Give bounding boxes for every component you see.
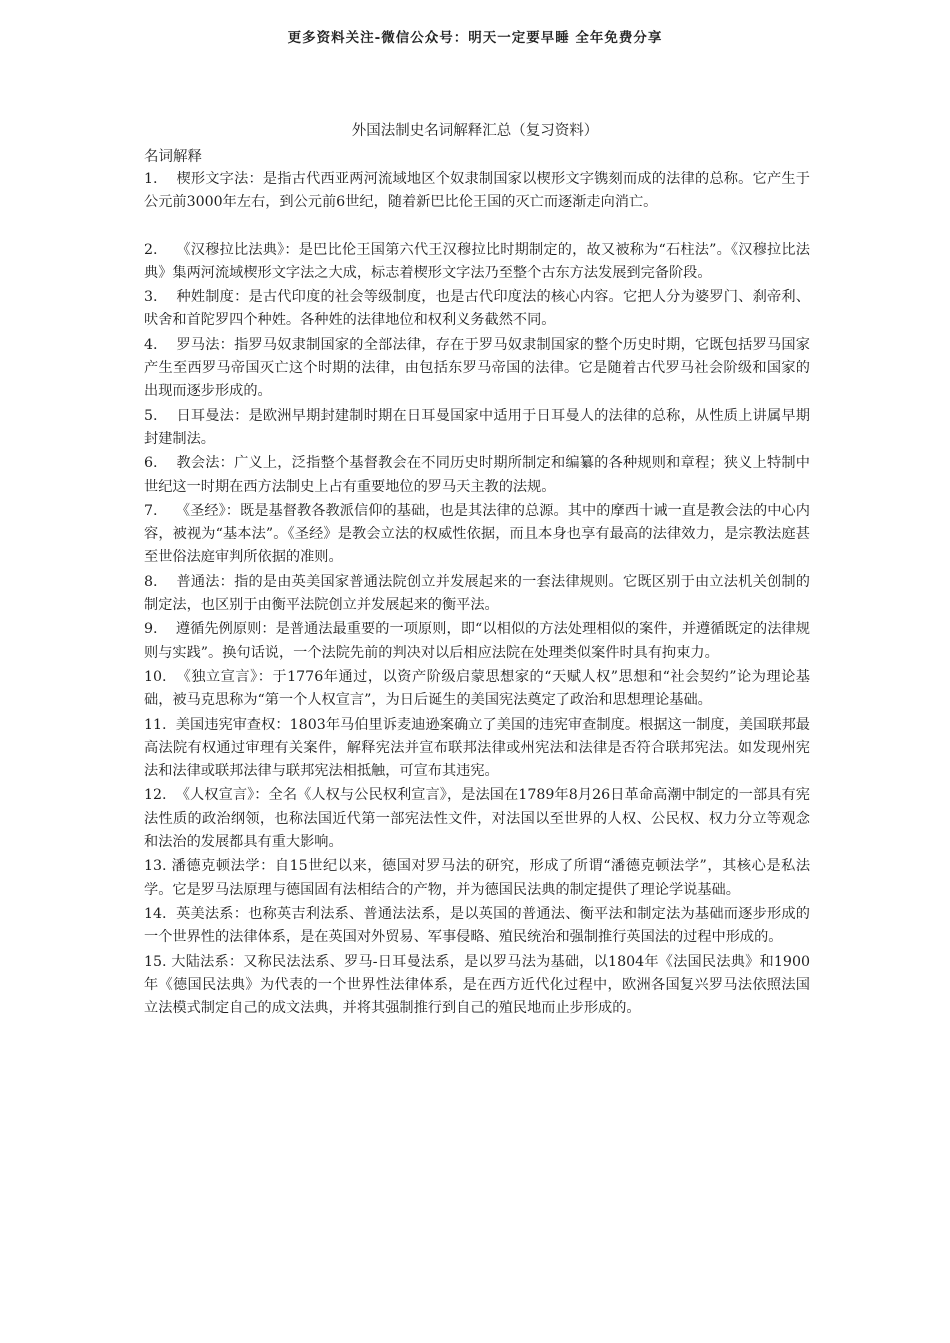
term-entry bbox=[144, 903, 810, 950]
term-entry bbox=[144, 500, 810, 570]
term-text: 潘德克顿法学：自15世纪以来，德国对罗马法的研究，形成了所谓“潘德克顿法学”，其核心是私法学。它是罗马法原理与德国固有法相结合的产物，并为德国民法典的制定提供了理论学说基础。 bbox=[144, 858, 811, 898]
term-number: 14. bbox=[144, 905, 167, 922]
term-text: 《人权宣言》：全名《人权与公民权利宣言》，是法国在1789年8月26日革命高潮中制定的一部具有宪法性质的政治纲领，也称法国近代第一部宪法性文件，对法国以至世界的人权、公民权、权力分立等观念和法治的发展都具有重大影响。 bbox=[144, 787, 810, 851]
term-entry bbox=[144, 784, 810, 854]
term-number: 7. bbox=[144, 502, 158, 519]
term-entry bbox=[144, 334, 810, 404]
term-number: 15. bbox=[144, 953, 167, 970]
term-text: 《汉穆拉比法典》：是巴比伦王国第六代王汉穆拉比时期制定的，故又被称为“石柱法”。《汉穆拉比法典》集两河流域楔形文字法之大成，标志着楔形文字法乃至整个古东方法发展到完备阶段。 bbox=[144, 241, 810, 281]
term-list bbox=[144, 168, 810, 1021]
term-number: 5. bbox=[144, 407, 158, 424]
term-entry bbox=[144, 666, 810, 713]
section-heading: 名词解释 bbox=[144, 149, 202, 165]
term-number: 3. bbox=[144, 289, 158, 306]
term-entry bbox=[144, 286, 810, 333]
term-entry bbox=[144, 571, 810, 618]
term-text: 美国违宪审查权：1803年马伯里诉麦迪逊案确立了美国的违宪审查制度。根据这一制度，美国联邦最高法院有权通过审理有关案件，解释宪法并宣布联邦法律或州宪法和法律是否符合联邦宪法。如发现州宪法和法律或联邦法律与联邦宪法相抵触，可宣布其违宪。 bbox=[144, 716, 810, 780]
term-entry bbox=[144, 452, 810, 499]
header-note: 更多资料关注-微信公众号：明天一定要早睡 全年免费分享 bbox=[287, 30, 663, 46]
term-entry bbox=[144, 405, 810, 452]
term-number: 11. bbox=[144, 716, 167, 733]
term-text: 楔形文字法：是指古代西亚两河流域地区个奴隶制国家以楔形文字镌刻而成的法律的总称。它产生于公元前3000年左右，到公元前6世纪，随着新巴比伦王国的灭亡而逐渐走向消亡。 bbox=[144, 171, 810, 211]
term-text: 日耳曼法：是欧洲早期封建制时期在日耳曼国家中适用于日耳曼人的法律的总称，从性质上讲属早期封建制法。 bbox=[144, 407, 810, 447]
term-entry bbox=[144, 239, 810, 286]
term-text: 普通法：指的是由英美国家普通法院创立并发展起来的一套法律规则。它既区别于由立法机关创制的制定法，也区别于由衡平法院创立并发展起来的衡平法。 bbox=[144, 573, 810, 614]
term-number: 6. bbox=[144, 455, 158, 472]
term-text: 罗马法：指罗马奴隶制国家的全部法律，存在于罗马奴隶制国家的整个历史时期，它既包括罗马国家产生至西罗马帝国灭亡这个时期的法律，由包括东罗马帝国的法律。它是随着古代罗马社会阶级和国家的出现而逐步形成的。 bbox=[144, 336, 810, 400]
term-entry bbox=[144, 951, 810, 1021]
term-number: 12. bbox=[144, 787, 167, 804]
term-text: 教会法：广义上，泛指整个基督教会在不同历史时期所制定和编纂的各种规则和章程；狭义上特制中世纪这一时期在西方法制史上占有重要地位的罗马天主教的法规。 bbox=[144, 455, 810, 495]
term-entry bbox=[144, 618, 810, 665]
term-text: 英美法系：也称英吉利法系、普通法法系，是以英国的普通法、衡平法和制定法为基础而逐步形成的一个世界性的法律体系，是在英国对外贸易、军事侵略、殖民统治和强制推行英国法的过程中形成的。 bbox=[144, 905, 810, 946]
document-title: 外国法制史名词解释汇总（复习资料） bbox=[351, 123, 599, 139]
term-entry bbox=[144, 855, 810, 902]
term-number: 2. bbox=[144, 241, 158, 258]
term-text: 遵循先例原则：是普通法最重要的一项原则，即“以相似的方法处理相似的案件，并遵循既定的法律规则与实践”。换句话说，一个法院先前的判决对以后相应法院在处理类似案件时具有拘束力。 bbox=[144, 621, 810, 661]
term-entry bbox=[144, 168, 810, 215]
term-number: 10. bbox=[144, 668, 167, 685]
term-entry bbox=[144, 714, 810, 784]
term-number: 4. bbox=[144, 336, 158, 353]
term-text: 大陆法系：又称民法法系、罗马-日耳曼法系，是以罗马法为基础，以1804年《法国民法典》和1900年《德国民法典》为代表的一个世界性法律体系，是在西方近代化过程中，欧洲各国复兴罗马法依照法国立法模式制定自己的成文法典，并将其强制推行到自己的殖民地而止步形成的。 bbox=[144, 953, 810, 1017]
term-number: 8. bbox=[144, 573, 158, 590]
term-number: 1. bbox=[144, 171, 158, 187]
term-text: 《独立宣言》：于1776年通过，以资产阶级启蒙思想家的“天赋人权”思想和“社会契约”论为理论基础，被马克思称为“第一个人权宣言”，为日后诞生的美国宪法奠定了政治和思想理论基础。 bbox=[144, 668, 810, 709]
term-text: 《圣经》：既是基督教各教派信仰的基础，也是其法律的总源。其中的摩西十诫一直是教会法的中心内容，被视为“基本法”。《圣经》是教会立法的权威性依据，而且本身也享有最高的法律效力，是宗教法庭甚至世俗法庭审判所依据的准则。 bbox=[144, 502, 810, 566]
term-number: 9. bbox=[144, 621, 158, 638]
term-text: 种姓制度：是古代印度的社会等级制度，也是古代印度法的核心内容。它把人分为婆罗门、刹帝利、吠舍和首陀罗四个种姓。各种姓的法律地位和权利义务截然不同。 bbox=[144, 289, 810, 329]
term-number: 13. bbox=[144, 858, 167, 875]
